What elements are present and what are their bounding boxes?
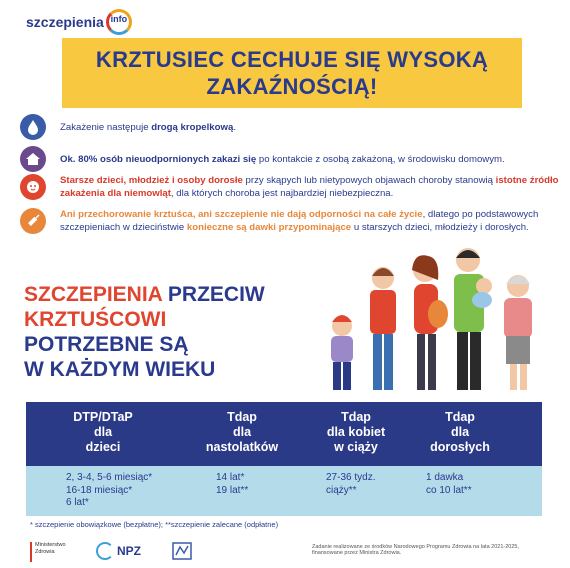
- institute-logo-icon: [172, 542, 192, 560]
- syringe-icon: [20, 208, 46, 234]
- column-header-line: w ciąży: [334, 440, 378, 454]
- fact-text-part: Ok. 80% osób nieuodpornionych zakazi się: [60, 153, 257, 165]
- column-header: [48, 410, 158, 455]
- npz-logo: [96, 542, 141, 560]
- logo-text: szczepienia: [26, 14, 104, 30]
- cell-line: ciąży**: [326, 484, 357, 496]
- cell-line: 2, 3-4, 5-6 miesiąc*: [66, 472, 153, 483]
- table-cell: [426, 472, 472, 497]
- column-header-line: Tdap: [341, 410, 371, 424]
- droplet-icon: [20, 114, 46, 140]
- title-banner: [62, 38, 522, 108]
- column-header-line: DTP/DTaP: [73, 410, 133, 424]
- fact-text-part: , dlatego po podstawowych szczepieniach w dzieciństwie: [60, 209, 539, 233]
- funding-credit: [312, 544, 542, 556]
- cell-line: 1 dawka: [426, 472, 464, 483]
- column-header-line: Tdap: [445, 410, 475, 424]
- headline-line-4: W KAŻDYM WIEKU: [24, 358, 216, 381]
- fact-item: [20, 208, 560, 234]
- fact-text-part: Ani przechorowanie krztuśca, ani szczepienie nie dają odporności na całe życie: [60, 209, 423, 220]
- column-header-line: Tdap: [227, 410, 257, 424]
- column-header-line: dorosłych: [430, 440, 490, 454]
- headline-word-red: SZCZEPIENIA: [24, 283, 163, 306]
- grandma-figure: [504, 275, 532, 390]
- credit-line-2: finansowane przez Ministra Zdrowia.: [312, 550, 402, 556]
- column-header-line: dla: [232, 425, 252, 439]
- fact-text-part: po kontakcie z osobą zakażoną, w środowisku domowym.: [256, 153, 505, 165]
- fact-text-part: Starsze dzieci, młodzież i osoby dorosłe: [60, 175, 243, 186]
- table-cell: [216, 472, 248, 497]
- fact-text: [60, 153, 505, 166]
- cell-line: 27-36 tydz.: [326, 472, 376, 483]
- table-cell: [66, 472, 152, 510]
- pregnant-woman-figure: [412, 255, 448, 390]
- teen-figure: [370, 267, 396, 390]
- column-header-line: dla: [450, 425, 470, 439]
- logo-badge-text: info: [110, 14, 128, 24]
- fact-text-part: .: [233, 121, 236, 133]
- house-icon: [20, 146, 46, 172]
- column-header: [410, 410, 510, 455]
- man-with-baby-figure: [454, 248, 492, 390]
- headline-line-1: [24, 282, 344, 307]
- cell-line: 6 lat*: [66, 497, 89, 508]
- headline-line-3: POTRZEBNE SĄ: [24, 333, 189, 356]
- logo: [26, 8, 132, 36]
- fact-item: [20, 146, 560, 172]
- fact-text-part: u starszych dzieci, młodzieży i dorosłych.: [351, 222, 529, 233]
- banner-line-2: ZAKAŹNOŚCIĄ!: [206, 74, 378, 99]
- fact-text-part: istotne źródło zakażenia dla niemowląt: [60, 175, 559, 199]
- cell-line: 14 lat*: [216, 472, 245, 483]
- fact-text: [60, 121, 236, 134]
- cell-line: 19 lat**: [216, 484, 249, 496]
- column-header-line: dla kobiet: [326, 425, 386, 439]
- family-illustration: [318, 236, 558, 402]
- fact-text: [60, 208, 560, 234]
- fact-item: [20, 174, 560, 200]
- baby-icon: [20, 174, 46, 200]
- column-header-line: dla: [93, 425, 113, 439]
- table-cell: [326, 472, 375, 497]
- npz-text: NPZ: [117, 544, 141, 558]
- banner-title: [96, 46, 488, 100]
- cell-line: co 10 lat**: [426, 484, 472, 496]
- headline-line-2: KRZTUŚCOWI: [24, 308, 167, 331]
- ministry-logo: [30, 542, 69, 562]
- headline-word: PRZECIW: [162, 283, 265, 306]
- credit-line-1: Zadanie realizowane ze środków Narodowego Programu Zdrowia na lata 2021-2025,: [312, 544, 519, 550]
- npz-icon: [96, 542, 114, 560]
- column-header-line: nastolatków: [205, 440, 279, 454]
- info-badge-icon: [106, 9, 132, 35]
- fact-item: [20, 114, 560, 140]
- footnote: * szczepienie obowiązkowe (bezpłatne); **szczepienie zalecane (odpłatne): [30, 520, 279, 529]
- fact-text-part: drogą kropelkową: [151, 121, 234, 133]
- vaccination-table: [26, 402, 542, 516]
- banner-line-1: KRZTUSIEC CECHUJE SIĘ WYSOKĄ: [95, 47, 489, 72]
- footer: [0, 536, 570, 566]
- fact-text-part: Zakażenie następuje: [60, 121, 152, 133]
- fact-text: [60, 174, 560, 200]
- column-header: [306, 410, 406, 455]
- ministry-line-1: Ministerstwo: [35, 542, 66, 548]
- child-figure: [331, 315, 353, 390]
- column-header-line: dzieci: [85, 440, 121, 454]
- cell-line: 16-18 miesiąc*: [66, 484, 133, 496]
- fact-text-part: przy skąpych lub nietypowych objawach choroby stanowią: [242, 175, 496, 186]
- headline: [24, 282, 344, 382]
- fact-text-part: konieczne są dawki przypominające: [186, 222, 352, 233]
- column-header: [192, 410, 292, 455]
- fact-text-part: , dla których choroba jest najbardziej niebezpieczna.: [170, 188, 394, 199]
- ministry-line-2: Zdrowia: [35, 549, 55, 555]
